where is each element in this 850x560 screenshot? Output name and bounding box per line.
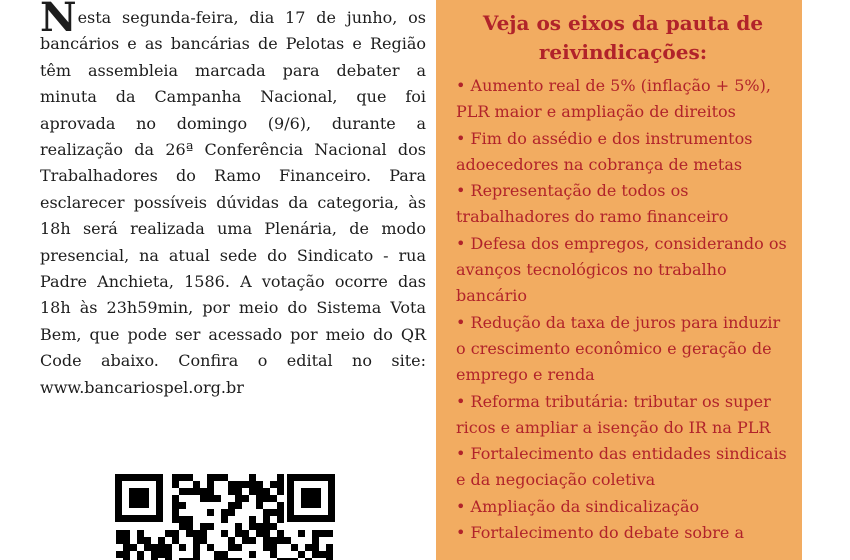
demand-item: • Fortalecimento das entidades sindicais e da negociação coletiva [456,444,787,490]
demand-item: • Ampliação da sindicalização [456,496,700,516]
demand-item: • Fim do assédio e dos instrumentos adoecedores na cobrança de metas [456,128,753,174]
demand-item: • Defesa dos empregos, considerando os avanços tecnológicos no trabalho bancário [456,233,787,306]
demand-item: • Fortalecimento do debate sobre a [456,523,745,543]
demands-panel [436,0,802,560]
qr-code[interactable] [115,474,335,560]
panel-title: Veja os eixos da pauta de reivindicações: [482,11,764,64]
demand-item: • Representação de todos os trabalhadores do ramo financeiro [456,181,729,227]
article-body: esta segunda-feira, dia 17 de junho, os bancários e as bancárias de Pelotas e Região têm assembleia marcada para debater a minuta da Campanha Nacional, que foi aprovada no domingo (9/6), durante a realização da 26ª Conferência Nacional dos Trabalhadores do Ramo Financeiro. Para esclarecer possíveis dúvidas da categoria, às 18h será realizada uma Plenária, de modo presencial, na atual sede do Sindicato - rua Padre Anchieta, 1586. A votação ocorre das 18h às 23h59min, por meio do Sistema Vota Bem, que pode ser acessado por meio do QR Code abaixo. Confira o edital no site: www.bancariospel.org.br [40,8,426,397]
demand-item: • Aumento real de 5% (inflação + 5%), PLR maior e ampliação de direitos [456,76,771,122]
demand-item: • Reforma tributária: tributar os super ricos e ampliar a isenção do IR na PLR [456,391,771,437]
qr-code-icon [115,474,335,560]
article-text [40,0,426,401]
demand-item: • Redução da taxa de juros para induzir o crescimento econômico e geração de emprego e renda [456,312,781,385]
demands-list [456,73,790,546]
drop-cap: N [40,0,77,41]
